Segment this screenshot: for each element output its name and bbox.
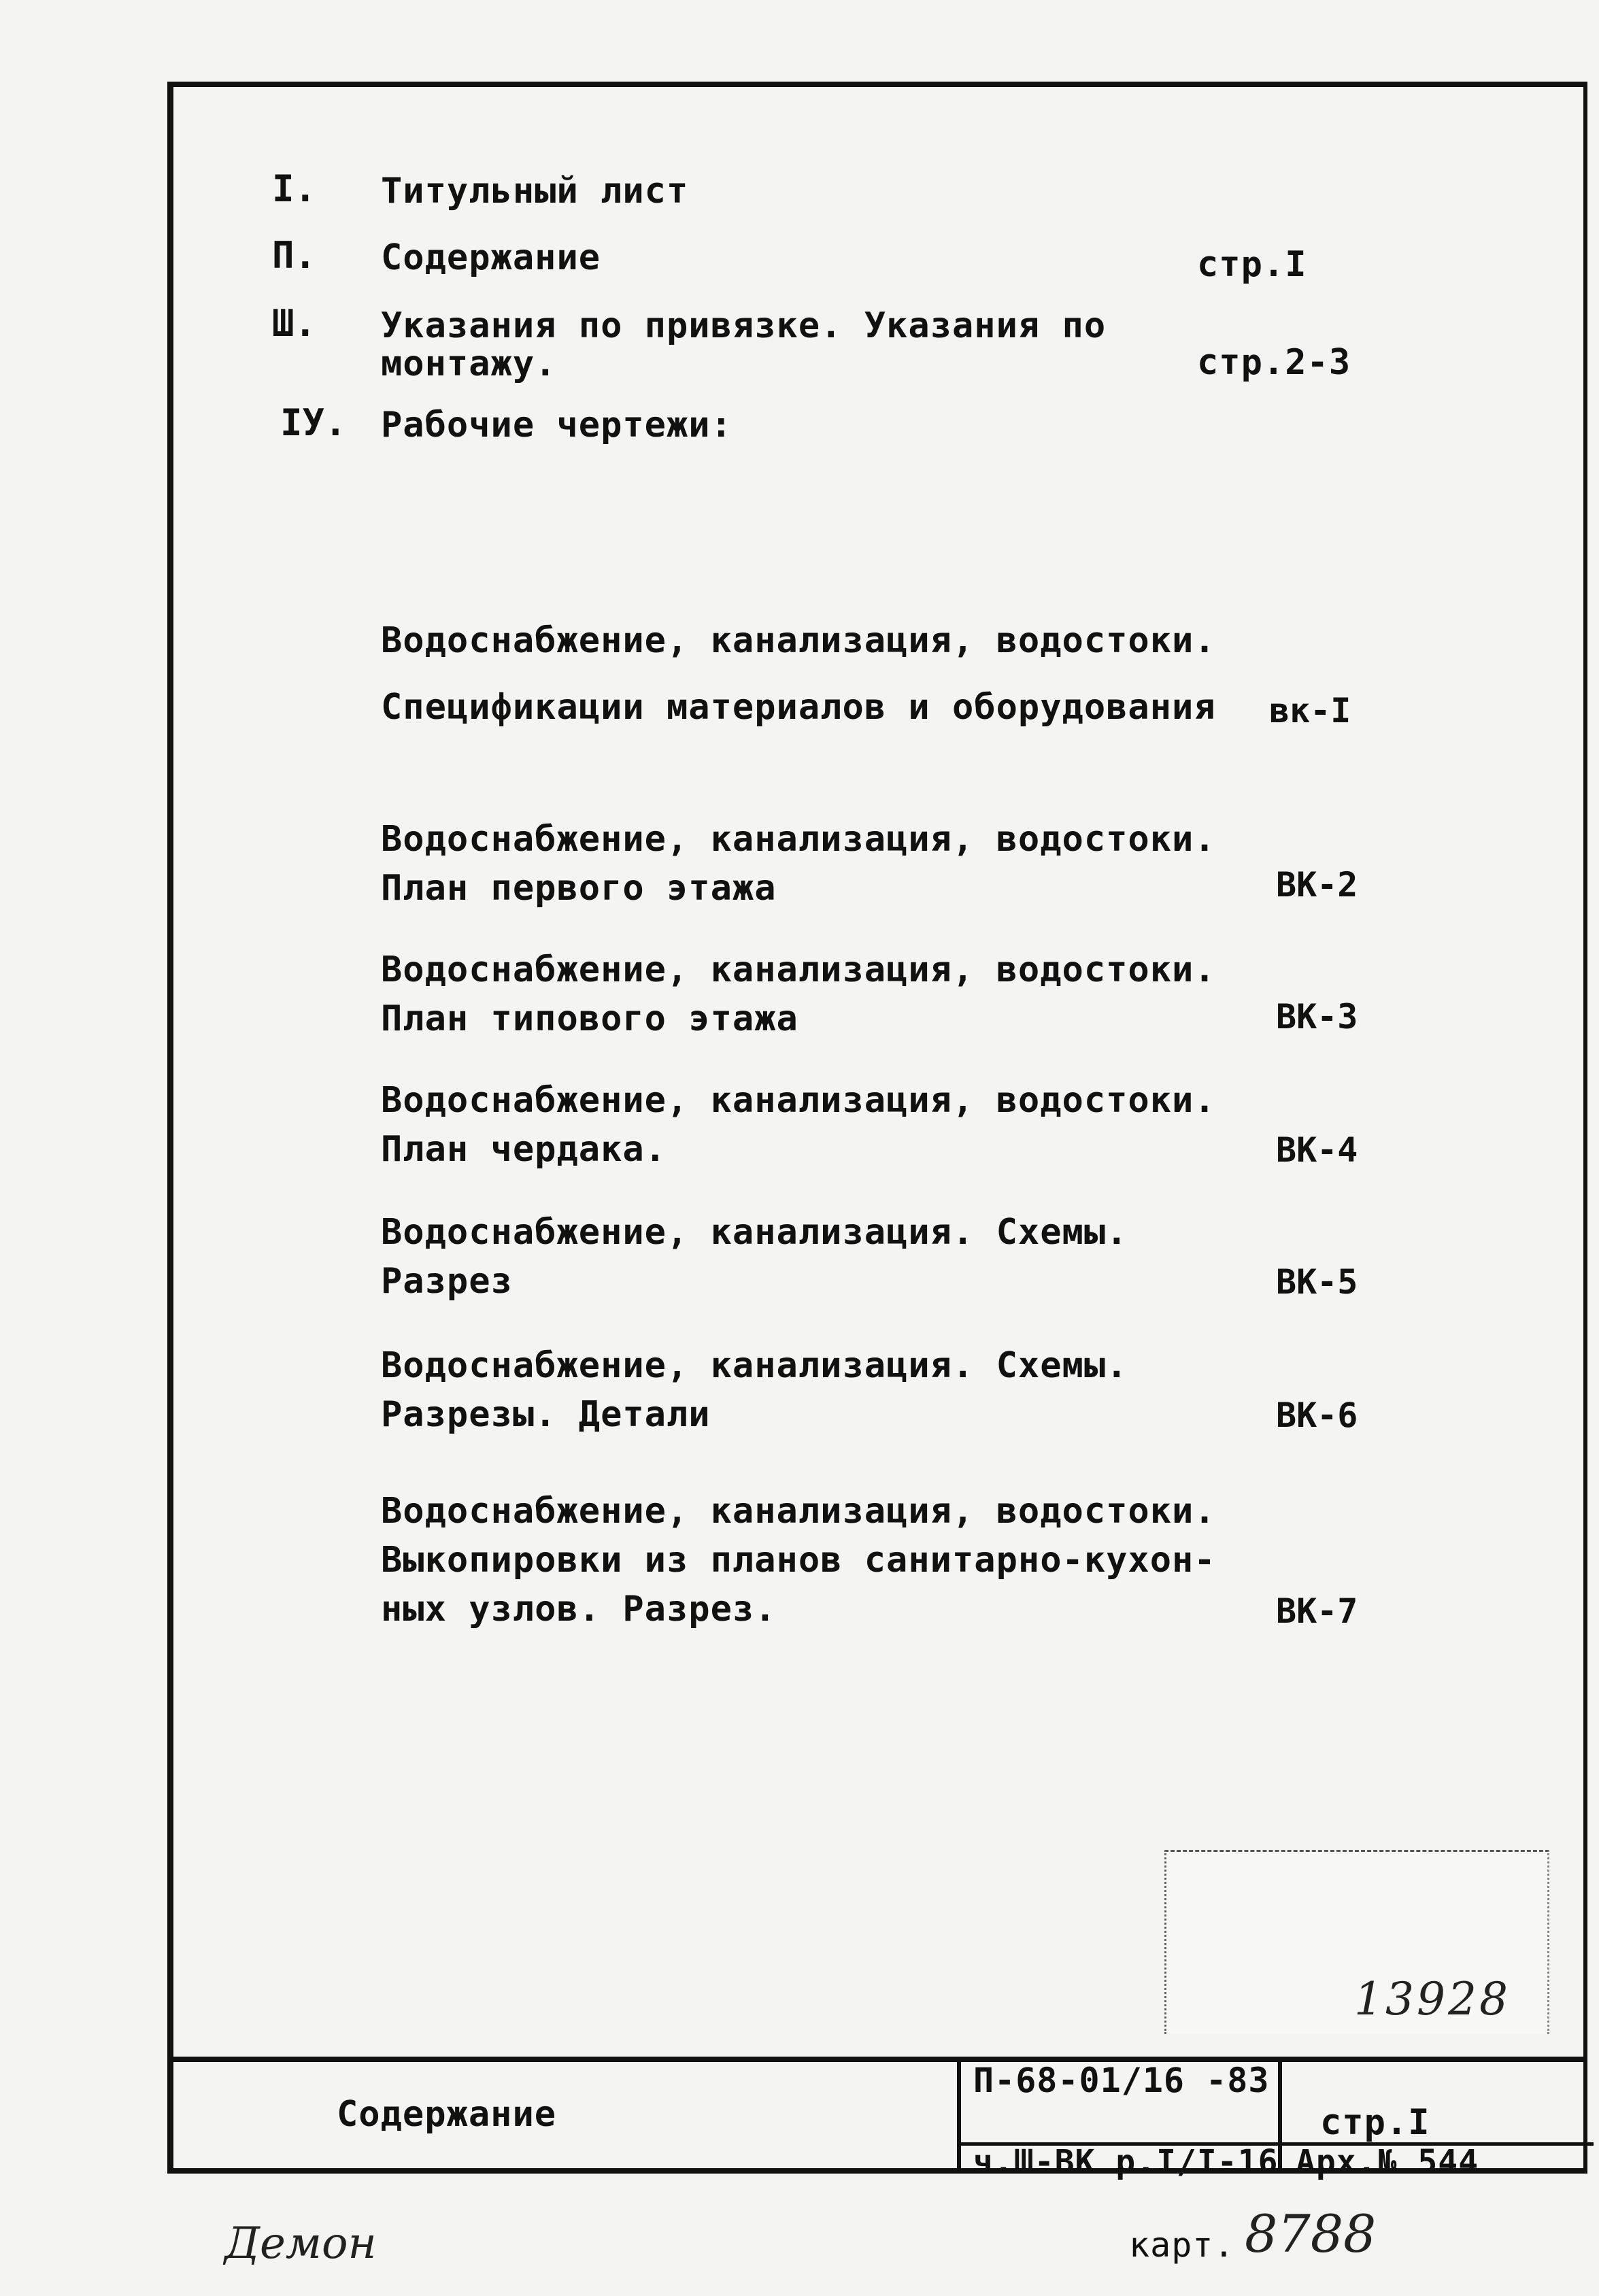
sheet-number: стр.I [1320,2102,1430,2143]
drawing-entry [381,616,1216,732]
document-code: П-68-01/16 -83 [973,2061,1270,2100]
drawing-line: Водоснабжение, канализация, водостоки. [381,819,1216,860]
drawing-line: Спецификации материалов и оборудования [381,687,1216,728]
drawing-entry [381,1076,1216,1174]
drawing-line: Водоснабжение, канализация, водостоки. [381,1491,1216,1532]
toc-title: Титульный лист [381,171,689,212]
drawing-line: Разрезы. Детали [381,1394,711,1435]
toc-num: IУ. [280,401,347,444]
drawing-code: ВК-7 [1276,1591,1358,1631]
archive-number: Арх.№ 544 [1296,2143,1479,2181]
drawing-line: Выкопировки из планов санитарно-кухон- [381,1540,1216,1581]
drawing-line: План типового этажа [381,998,798,1039]
drawing-entry [381,945,1216,1043]
drawing-line: ных узлов. Разрез. [381,1589,777,1630]
toc-title: Рабочие чертежи: [381,405,733,445]
drawing-line: Водоснабжение, канализация. Схемы. [381,1212,1128,1253]
title-block-divider [1278,2062,1282,2174]
drawing-line: Водоснабжение, канализация, водостоки. [381,949,1216,990]
drawing-entry [381,815,1216,913]
drawing-code: ВК-5 [1276,1262,1358,1302]
signature: Демон [224,2218,377,2269]
toc-title: монтажу. [381,343,557,384]
drawing-code: ВК-3 [1276,997,1358,1036]
drawing-entry [381,1341,1128,1439]
title-block [167,2057,1587,2181]
drawing-line: План чердака. [381,1129,667,1170]
drawing-line: Водоснабжение, канализация, водостоки. [381,620,1216,661]
drawing-line: Водоснабжение, канализация, водостоки. [381,1080,1216,1121]
toc-title: Указания по привязке. Указания по [381,305,1107,346]
stamp-number: 13928 [1354,1973,1511,2025]
toc-page: стр.2-3 [1197,342,1351,383]
drawing-code: ВК-2 [1276,865,1358,905]
toc-num: Ш. [272,302,317,345]
part-code: ч.Ш-ВК р.I/I-16 [973,2143,1279,2181]
toc-num: I. [272,167,317,210]
drawing-line: План первого этажа [381,868,777,909]
card-number: 8788 [1245,2204,1377,2264]
toc-page: стр.I [1197,244,1307,285]
drawing-entry [381,1487,1216,1634]
drawing-line: Разрез [381,1261,513,1302]
archive-stamp [1164,1850,1549,2034]
sheet-name: Содержание [337,2094,557,2135]
drawing-code: ВК-6 [1276,1396,1358,1435]
toc-num: П. [272,234,317,277]
toc-title: Содержание [381,237,601,278]
drawing-line: Водоснабжение, канализация. Схемы. [381,1345,1128,1386]
drawing-code: ВК-4 [1276,1130,1358,1170]
card-label: карт. [1129,2225,1235,2265]
drawing-code: вк-I [1269,691,1351,730]
title-block-divider [957,2062,961,2174]
drawing-entry [381,1208,1128,1306]
